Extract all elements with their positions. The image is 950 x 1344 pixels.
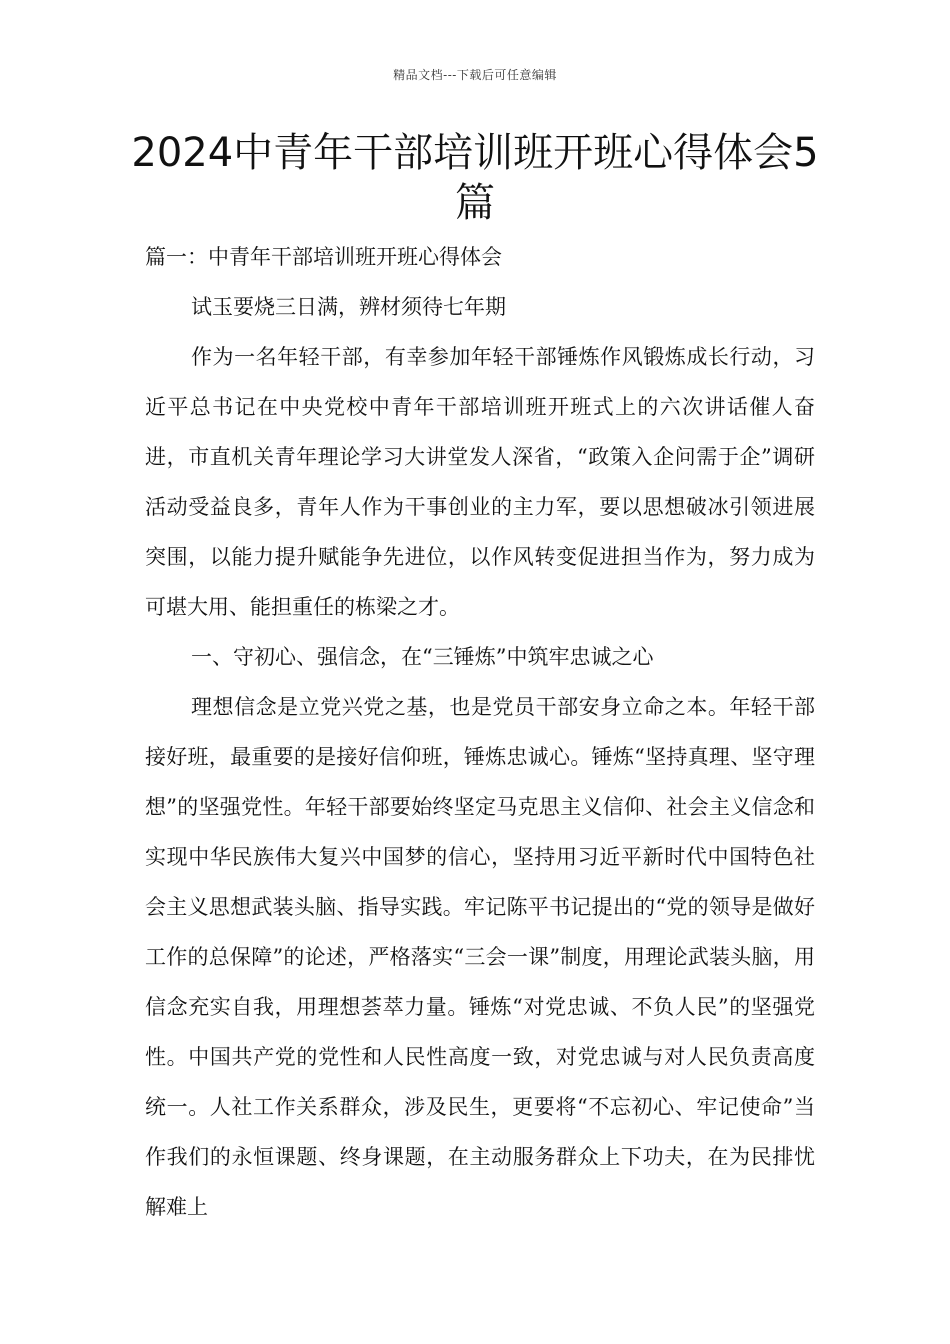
paragraph: 理想信念是立党兴党之基，也是党员干部安身立命之本。年轻干部接好班，最重要的是接好信仰班，锤炼忠诚心。锤炼“坚持真理、坚守理想”的坚强党性。年轻干部要始终坚定马克思主义信仰、社会主义信念和实现中华民族伟大复兴中国梦的信心，坚持用习近平新时代中国特色社会主义思想武装头脑、指导实践。牢记陈平书记提出的“党的领导是做好工作的总保障”的论述，严格落实“三会一课”制度，用理论武装头脑，用信念充实自我，用理想荟萃力量。锤炼“对党忠诚、不负人民”的坚强党性。中国共产党的党性和人民性高度一致，对党忠诚与对人民负责高度统一。人社工作关系群众，涉及民生，更要将“不忘初心、牢记使命”当作我们的永恒课题、终身课题，在主动服务群众上下功夫，在为民排忧解难上 — [145, 695, 815, 1219]
section-heading: 一、守初心、强信念，在“三锤炼”中筑牢忠诚之心 — [191, 645, 654, 669]
subtitle: 试玉要烧三日满，辨材须待七年期 — [191, 295, 506, 319]
paragraph: 作为一名年轻干部，有幸参加年轻干部锤炼作风锻炼成长行动，习近平总书记在中央党校中青年干部培训班开班式上的六次讲话催人奋进，市直机关青年理论学习大讲堂发人深省，“政策入企问需于企”调研活动受益良多，青年人作为干事创业的主力军，要以思想破冰引领进展突围，以能力提升赋能争先进位，以作风转变促进担当作为，努力成为可堪大用、能担重任的栋梁之才。 — [145, 345, 815, 619]
header-note: 精品文档---下载后可任意编辑 — [393, 68, 557, 82]
section-title: 篇一：中青年干部培训班开班心得体会 — [145, 245, 502, 269]
document-body — [145, 232, 815, 1232]
document-title: 2024中青年干部培训班开班心得体会5篇 — [131, 130, 819, 226]
